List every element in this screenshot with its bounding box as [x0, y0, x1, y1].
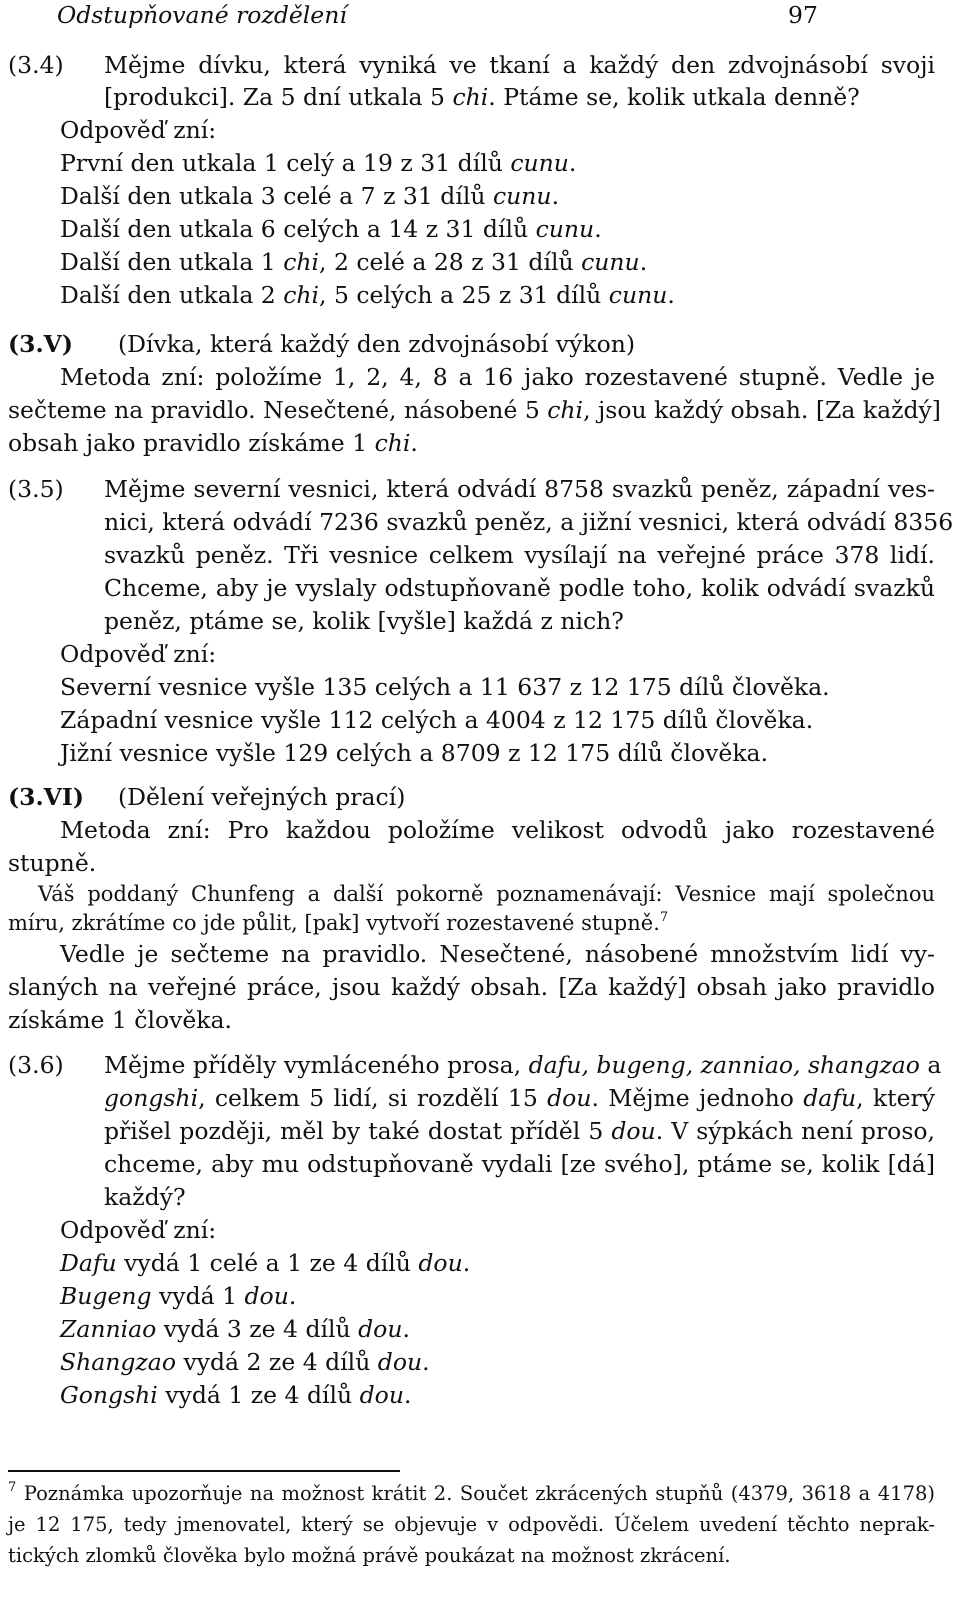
answer-line: První den utkala 1 celý a 19 z 31 dílů cunu.: [60, 149, 577, 177]
answer-label: Odpověď zní:: [60, 640, 217, 668]
method-line: Metoda zní: položíme 1, 2, 4, 8 a 16 jako rozestavené stupně. Vedle je: [60, 363, 935, 391]
problem-line: peněz, ptáme se, kolik [vyšle] každá z nich?: [104, 607, 624, 635]
footnote-rule: [8, 1470, 400, 1472]
problem-line: Chceme, aby je vyslaly odstupňovaně podle toho, kolik odvádí svazků: [104, 574, 935, 602]
method-title: (Dívka, která každý den zdvojnásobí výkon): [118, 330, 636, 358]
answer-line: Další den utkala 3 celé a 7 z 31 dílů cunu.: [60, 182, 560, 210]
answer-line: Další den utkala 1 chi, 2 celé a 28 z 31 dílů cunu.: [60, 248, 648, 276]
running-header-title: Odstupňované rozdělení: [57, 1, 347, 29]
answer-line: Zanniao vydá 3 ze 4 dílů dou.: [60, 1315, 410, 1343]
problem-number: (3.6): [8, 1051, 64, 1079]
answer-line: Další den utkala 2 chi, 5 celých a 25 z 31 dílů cunu.: [60, 281, 675, 309]
footnote-marker: 7: [8, 1480, 17, 1495]
answer-line: Další den utkala 6 celých a 14 z 31 dílů cunu.: [60, 215, 602, 243]
problem-line: nici, která odvádí 7236 svazků peněz, a jižní vesnici, která odvádí 8356: [104, 508, 954, 536]
problem-line: gongshi, celkem 5 lidí, si rozdělí 15 dou. Mějme jednoho dafu, který: [104, 1084, 935, 1112]
page-number: 97: [788, 1, 818, 29]
footnote-line: $^7$ Poznámka upozorňuje na možnost krátit 2. Součet zkrácených stupňů (4379, 3618 a 4178): [8, 1480, 935, 1505]
answer-line: Gongshi vydá 1 ze 4 dílů dou.: [60, 1381, 412, 1409]
footnote-reference[interactable]: 7: [659, 910, 669, 925]
method-number: (3.V): [8, 330, 74, 358]
problem-line: Mějme příděly vymláceného prosa, dafu, bugeng, zanniao, shangzao a: [104, 1051, 942, 1079]
answer-line: Dafu vydá 1 celé a 1 ze 4 dílů dou.: [60, 1249, 471, 1277]
problem-line: přišel později, měl by také dostat příděl 5 dou. V sýpkách není proso,: [104, 1117, 935, 1145]
method-title: (Dělení veřejných prací): [118, 783, 406, 811]
answer-line: Jižní vesnice vyšle 129 celých a 8709 z 12 175 dílů člověka.: [60, 739, 769, 767]
answer-line: Shangzao vydá 2 ze 4 dílů dou.: [60, 1348, 430, 1376]
problem-line: Mějme severní vesnici, která odvádí 8758 svazků peněz, západní ves-: [104, 475, 935, 503]
problem-line: Mějme dívku, která vyniká ve tkaní a každý den zdvojnásobí svoji: [104, 51, 935, 79]
method-line: Vedle je sečteme na pravidlo. Nesečtené, násobené množstvím lidí vy-: [60, 940, 935, 968]
method-line: stupně.: [8, 849, 97, 877]
method-line: sečteme na pravidlo. Nesečtené, násobené 5 chi, jsou každý obsah. [Za každý]: [8, 396, 941, 424]
problem-line: chceme, aby mu odstupňovaně vydali [ze svého], ptáme se, kolik [dá]: [104, 1150, 935, 1178]
problem-line: svazků peněz. Tři vesnice celkem vysílají na veřejné práce 378 lidí.: [104, 541, 935, 569]
problem-number: (3.5): [8, 475, 64, 503]
problem-line: [produkci]. Za 5 dní utkala 5 chi. Ptáme se, kolik utkala denně?: [104, 83, 860, 111]
answer-line: Bugeng vydá 1 dou.: [60, 1282, 297, 1310]
answer-label: Odpověď zní:: [60, 1216, 217, 1244]
method-line: získáme 1 člověka.: [8, 1006, 233, 1034]
answer-line: Západní vesnice vyšle 112 celých a 4004 z 12 175 dílů člověka.: [60, 706, 814, 734]
method-number: (3.VI): [8, 783, 84, 811]
method-line: slaných na veřejné práce, jsou každý obsah. [Za každý] obsah jako pravidlo: [8, 973, 935, 1001]
footnote-line: je 12 175, tedy jmenovatel, který se objevuje v odpovědi. Účelem uvedení těchto neprak-: [8, 1513, 935, 1536]
answer-line: Severní vesnice vyšle 135 celých a 11 637 z 12 175 dílů člověka.: [60, 673, 830, 701]
problem-line: každý?: [104, 1183, 186, 1211]
commentary-line: míru, zkrátíme co jde půlit, [pak] vytvoří rozestavené stupně.$^7$: [8, 910, 669, 935]
method-line: obsah jako pravidlo získáme 1 chi.: [8, 429, 418, 457]
footnote-line: tických zlomků člověka bylo možná právě poukázat na možnost zkrácení.: [8, 1544, 731, 1567]
answer-label: Odpověď zní:: [60, 116, 217, 144]
commentary-line: Váš poddaný Chunfeng a další pokorně poznamenávají: Vesnice mají společnou: [38, 882, 935, 906]
problem-number: (3.4): [8, 51, 64, 79]
method-line: Metoda zní: Pro každou položíme velikost odvodů jako rozestavené: [60, 816, 935, 844]
